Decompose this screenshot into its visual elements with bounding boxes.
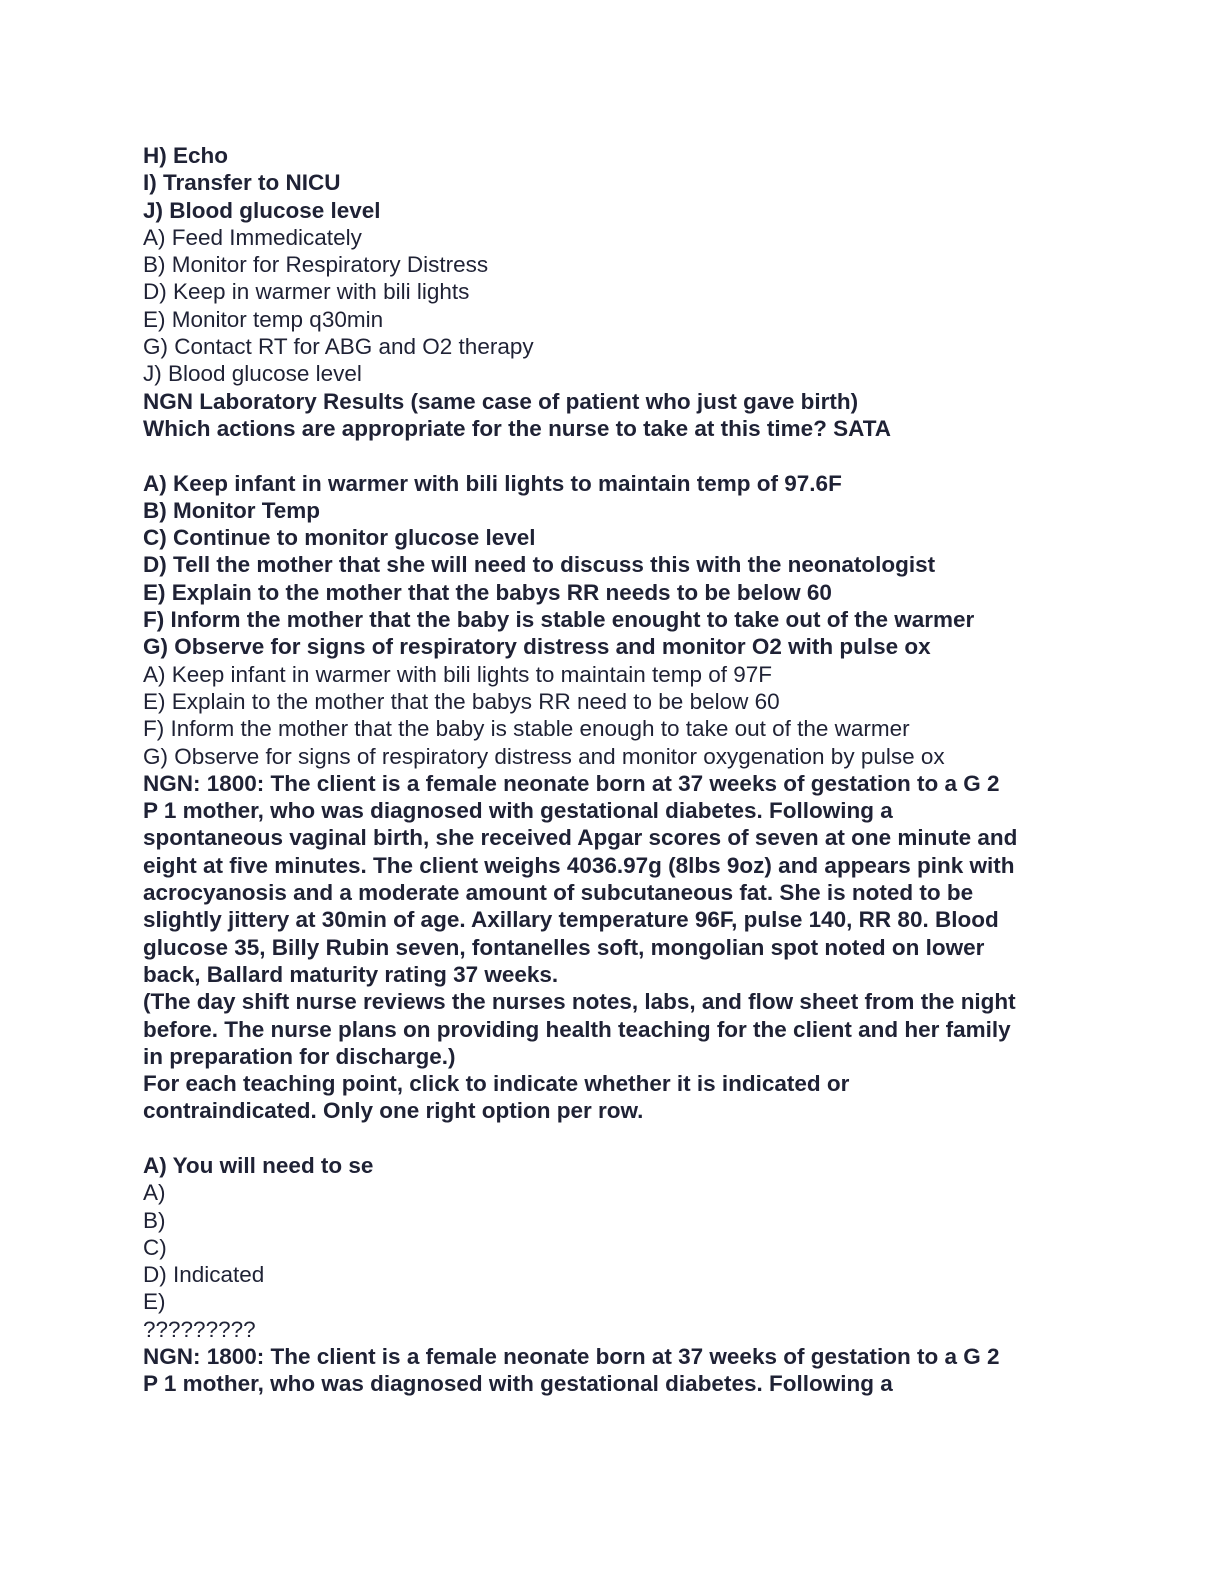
text-line: NGN Laboratory Results (same case of patient who just gave birth): [143, 388, 859, 414]
text-line: B) Monitor for Respiratory Distress: [143, 252, 489, 278]
text-line: A): [143, 1180, 166, 1206]
text-line: D) Indicated: [143, 1262, 265, 1288]
text-line: C) Continue to monitor glucose level: [143, 525, 536, 551]
text-line: glucose 35, Billy Rubin seven, fontanelles soft, mongolian spot noted on lower: [143, 934, 985, 960]
text-line: back, Ballard maturity rating 37 weeks.: [143, 961, 559, 987]
blank-line: [143, 1125, 1103, 1152]
text-line: E) Monitor temp q30min: [143, 306, 384, 332]
text-line: NGN: 1800: The client is a female neonate born at 37 weeks of gestation to a G 2: [143, 770, 1000, 796]
text-line: P 1 mother, who was diagnosed with gestational diabetes. Following a: [143, 1371, 893, 1397]
text-line: I) Transfer to NICU: [143, 170, 341, 196]
text-line: J) Blood glucose level: [143, 361, 362, 387]
document-page: [143, 142, 1103, 1398]
text-line: before. The nurse plans on providing health teaching for the client and her family: [143, 1016, 1011, 1042]
text-line: (The day shift nurse reviews the nurses notes, labs, and flow sheet from the night: [143, 989, 1016, 1015]
text-line: eight at five minutes. The client weighs 4036.97g (8lbs 9oz) and appears pink with: [143, 852, 1015, 878]
text-line: G) Observe for signs of respiratory distress and monitor oxygenation by pulse ox: [143, 743, 945, 769]
text-line: H) Echo: [143, 143, 229, 168]
blank-line: [143, 442, 1103, 469]
text-line: D) Tell the mother that she will need to discuss this with the neonatologist: [143, 552, 936, 578]
text-line: J) Blood glucose level: [143, 197, 381, 223]
text-line: acrocyanosis and a moderate amount of subcutaneous fat. She is noted to be: [143, 880, 974, 906]
text-line: A) You will need to se: [143, 1152, 374, 1178]
text-line: slightly jittery at 30min of age. Axillary temperature 96F, pulse 140, RR 80. Blood: [143, 907, 999, 933]
text-line: spontaneous vaginal birth, she received Apgar scores of seven at one minute and: [143, 825, 1018, 851]
text-line: ?????????: [143, 1316, 256, 1342]
text-line: E): [143, 1289, 166, 1315]
text-line: in preparation for discharge.): [143, 1043, 456, 1069]
text-line: D) Keep in warmer with bili lights: [143, 279, 470, 305]
text-line: C): [143, 1234, 167, 1260]
text-line: E) Explain to the mother that the babys RR needs to be below 60: [143, 579, 832, 605]
text-line: F) Inform the mother that the baby is stable enough to take out of the warmer: [143, 716, 910, 742]
text-line: A) Feed Immedicately: [143, 224, 362, 250]
text-line: E) Explain to the mother that the babys RR need to be below 60: [143, 688, 780, 714]
text-line: G) Observe for signs of respiratory distress and monitor O2 with pulse ox: [143, 634, 931, 660]
text-line: Which actions are appropriate for the nurse to take at this time? SATA: [143, 415, 892, 441]
text-line: B) Monitor Temp: [143, 497, 321, 523]
text-line: A) Keep infant in warmer with bili lights to maintain temp of 97F: [143, 661, 773, 687]
text-line: B): [143, 1207, 166, 1233]
text-line: For each teaching point, click to indicate whether it is indicated or: [143, 1071, 850, 1097]
text-line: A) Keep infant in warmer with bili lights to maintain temp of 97.6F: [143, 470, 842, 496]
text-line: G) Contact RT for ABG and O2 therapy: [143, 334, 534, 360]
text-line: NGN: 1800: The client is a female neonate born at 37 weeks of gestation to a G 2: [143, 1344, 1000, 1370]
text-line: P 1 mother, who was diagnosed with gestational diabetes. Following a: [143, 798, 893, 824]
text-line: F) Inform the mother that the baby is stable enought to take out of the warmer: [143, 607, 975, 633]
text-line: contraindicated. Only one right option per row.: [143, 1098, 644, 1124]
